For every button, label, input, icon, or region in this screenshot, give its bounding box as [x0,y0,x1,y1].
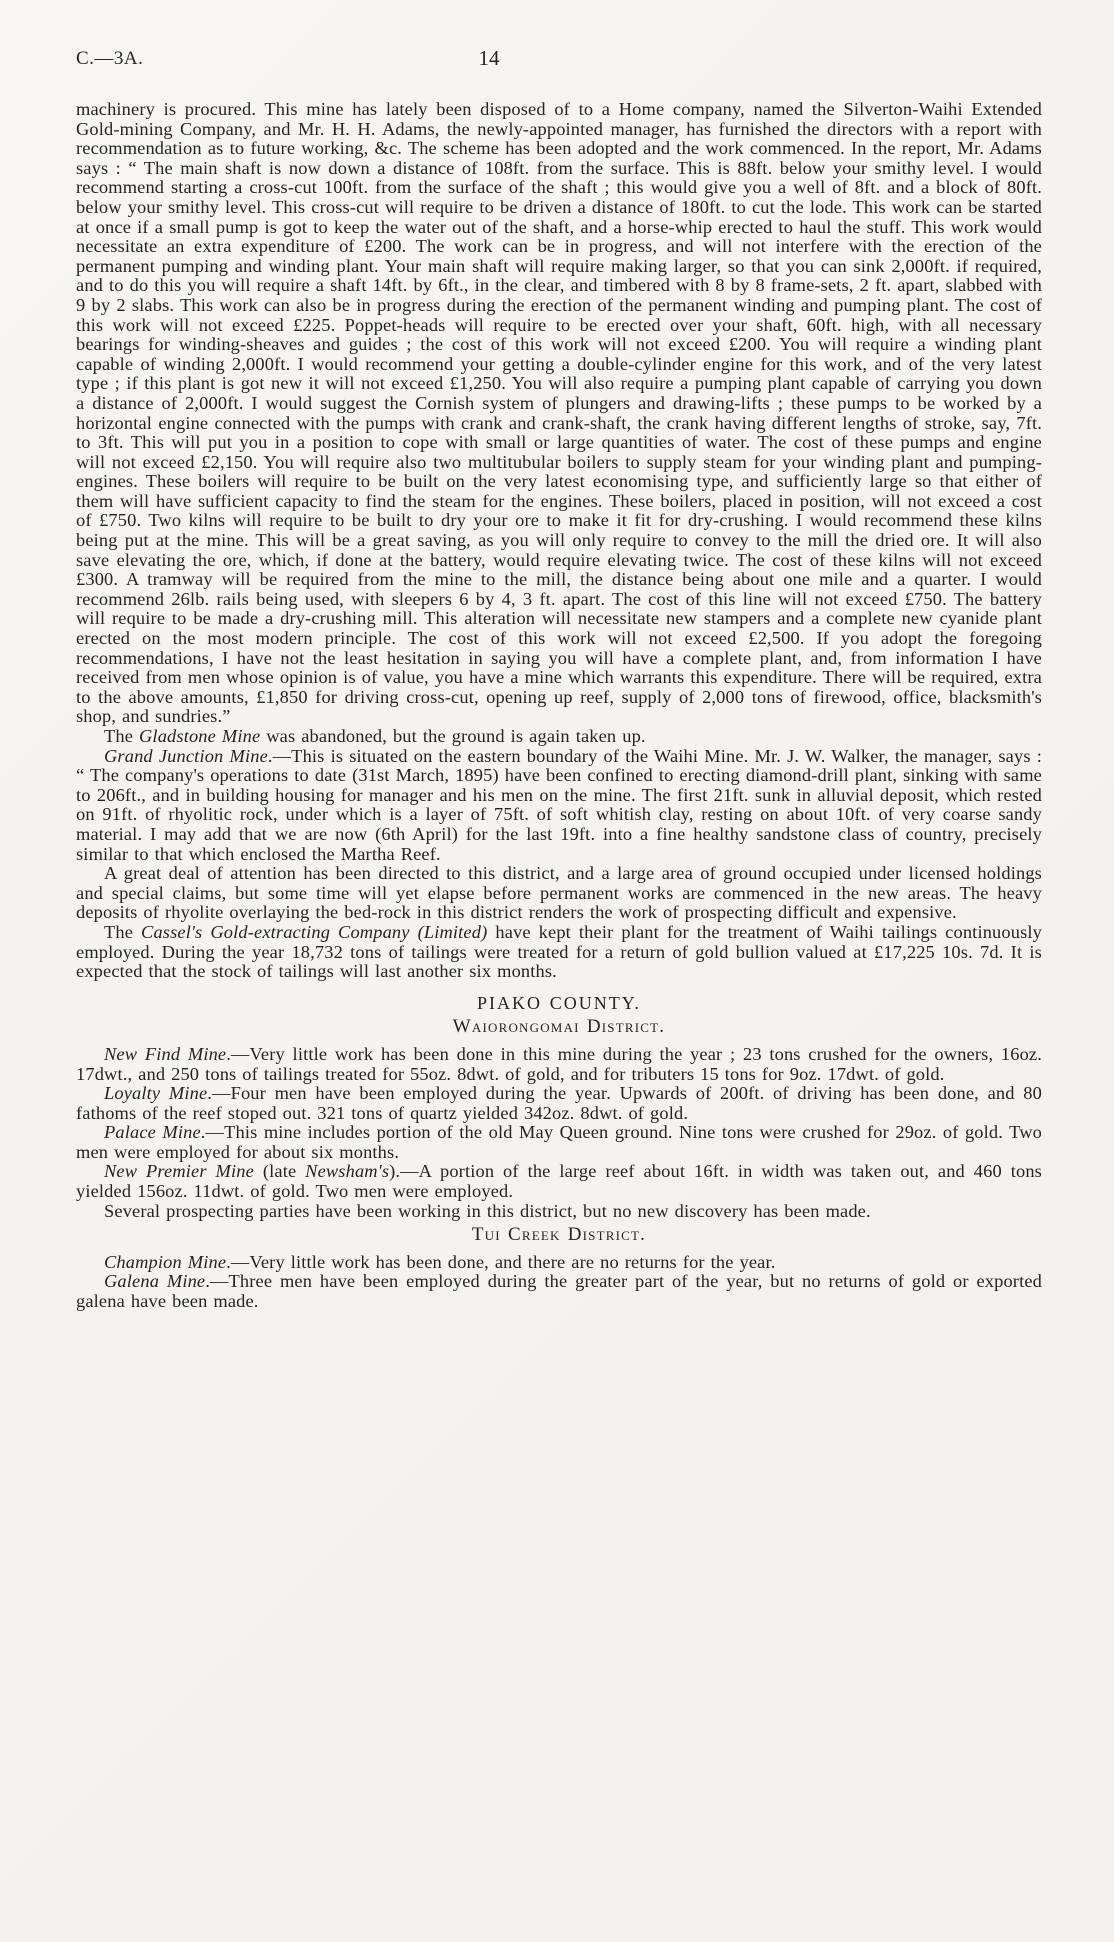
paragraph-prospecting-parties [76,1202,1042,1222]
text-segment: .—Three men have been employed during the greater part of the year, but no returns of gold or exported galena have been made. [76,1271,1043,1312]
paragraph-champion-mine [76,1253,1042,1273]
text-segment: .—Very little work has been done in this mine during the year ; 23 tons crushed for the owners, 16oz. 17dwt., and 250 tons of tailings treated for 55oz. 8dwt. of gold, and for tributers 15 tons for 9oz. 17dwt. of gold. [76,1043,1042,1084]
text-segment: .—This mine includes portion of the old May Queen ground. Nine tons were crushed for 29oz. of gold. Two men were employed for about six months. [76,1122,1042,1162]
paragraph-silverton-waihi-report [76,100,1042,727]
paragraph-gladstone-mine [76,727,1042,747]
text-segment: have kept their plant for the treatment of Waihi tailings continuously employed. During the year 18,732 tons of tailings were treated for a return of gold bullion valued at £17,225 10s. 7d. It is expected that the stock of tailings will last another six months. [76,921,1042,982]
paragraph-loyalty-mine [76,1084,1042,1123]
mine-name-italic: Champion Mine [104,1251,227,1272]
paragraph-new-premier-mine [76,1162,1042,1201]
text-segment: Several prospecting parties have been working in this district, but no new discovery has been made. [104,1200,871,1221]
text-segment: The [104,726,139,746]
mine-name-italic: Loyalty Mine [104,1083,208,1104]
mine-name-italic: New Premier Mine [104,1161,254,1182]
mine-name-italic: New Find Mine [104,1043,227,1064]
mine-name-italic: Cassel's Gold-extracting Company (Limited) [141,921,488,942]
paragraph-cassels-company [76,923,1042,982]
text-segment: .—Very little work has been done, and there are no returns for the year. [226,1251,776,1272]
paragraph-grand-junction-mine [76,747,1042,865]
paragraph-galena-mine [76,1272,1042,1311]
text-segment: .—This is situated on the eastern boundary of the Waihi Mine. Mr. J. W. Walker, the manager, says : “ The company's operations to date (31st March, 1895) have been confined to erecting diamond-drill plant, sinking with same to 206ft., and in building housing for manager and his men on the mine. The first 21ft. sunk in alluvial deposit, which rested on 91ft. of rhyolitic rock, under which is a layer of 75ft. of soft whitish clay, resting on about 10ft. of very coarse sandy material. I may add that we are now (6th April) for the last 19ft. into a fine healthy sandstone class of country, precisely similar to that which enclosed the Martha Reef. [76,745,1042,864]
mine-name-italic: Grand Junction Mine [104,745,268,766]
mine-name-italic: Palace Mine [104,1122,201,1143]
page-header [76,46,1042,76]
paragraph-district-attention [76,864,1042,923]
document-body [76,100,1042,1312]
text-segment: A great deal of attention has been directed to this district, and a large area of ground occupied under licensed holdings and special claims, but some time will yet elapse before permanent works are commenced in the new areas. The heavy deposits of rhyolite overlaying the bed-rock in this district renders the work of prospecting difficult and expensive. [76,863,1042,923]
paragraph-new-find-mine [76,1045,1042,1084]
paragraph-palace-mine [76,1123,1042,1162]
text-segment: machinery is procured. This mine has lately been disposed of to a Home company, named the Silverton-Waihi Extended Gold-mining Company, and Mr. H. H. Adams, the newly-appointed manager, has furnished the directors with a report with recommendation as to future working, &c. The scheme has been adopted and the work commenced. In the report, Mr. Adams says : “ The main shaft is now down a distance of 108ft. from the surface. This is 88ft. below your smithy level. I would recommend starting a cross-cut 100ft. from the surface of the shaft ; this would give you a well of 8ft. and a block of 80ft. below your smithy level. This cross-cut will require to be driven a distance of 180ft. to cut the lode. This work can be started at once if a small pump is got to keep the water out of the shaft, and a horse-whip erected to haul the stuff. This work would necessitate an extra expenditure of £200. The work can be in progress, and will not interfere with the erection of the permanent pumping and winding plant. Your main shaft will require making larger, so that you can sink 2,000ft. if required, and to do this you will require a shaft 14ft. by 6ft., in the clear, and timbered with 8 by 8 frame-sets, 2 ft. apart, slabbed with 9 by 2 slabs. This work can also be in progress during the erection of the permanent winding and pumping plant. The cost of this work will not exceed £225. Poppet-heads will require to be erected over your shaft, 60ft. high, with all necessary bearings for winding-sheaves and guides ; the cost of this work will not exceed £200. You will require a winding plant capable of winding 2,000ft. I would recommend your getting a double-cylinder engine for this work, and of the very latest type ; if this plant is got new it will not exceed £1,250. You will also require a pumping plant capable of carrying you down a distance of 2,000ft. I would suggest the Cornish system of plungers and drawing-lifts ; these pumps to be worked by a horizontal engine connected with the pumps with crank and crank-shaft, the crank having different lengths of stroke, say, 7ft. to 3ft. This will put you in a position to cope with small or large quantities of water. The cost of these pumps and engine will not exceed £2,150. You will require also two multitubular boilers to supply steam for your winding plant and pumping-engines. These boilers will require to be built on the very latest economising type, and sufficiently large so that either of them will have sufficient capacity to find the steam for the engines. These boilers, placed in position, will not exceed a cost of £750. Two kilns will require to be built to dry your ore to make it fit for dry-crushing. I would recommend these kilns being put at the mine. This will be a great saving, as you will only require to convey to the mill the dried ore. It will also save elevating the ore, which, if done at the battery, would require elevating twice. The cost of these kilns will not exceed £300. A tramway will be required from the mine to the mill, the distance being about one mile and a quarter. I would recommend 26lb. rails being used, with sleepers 6 by 4, 3 ft. apart. The cost of this line will not exceed £750. The battery will require to be made a dry-crushing mill. This alteration will necessitate new stampers and a complete new cyanide plant erected on the most modern principle. The cost of this work will not exceed £2,500. If you adopt the foregoing recommendations, I have not the least hesitation in saying you will have a complete plant, and, from information I have received from men whose opinion is of value, you have a mine which warrants this expenditure. There will be required, extra to the above amounts, £1,850 for driving cross-cut, opening up reef, supply of 2,000 tons of firewood, office, blacksmith's shop, and sundries.” [76,99,1042,727]
text-segment: ).—A portion of the large reef about 16ft. in width was taken out, and 460 tons yielded 156oz. 11dwt. of gold. Two men were employed. [76,1161,1042,1202]
page-number: 14 [478,46,500,70]
text-segment: (late [253,1161,306,1182]
heading-tui-creek-district: Tui Creek District. [471,1224,647,1246]
document-reference: C.—3A. [76,48,144,69]
mine-name-italic: Galena Mine [104,1271,206,1292]
text-segment: .—Four men have been employed during the year. Upwards of 200ft. of driving has been done, and 80 fathoms of the reef stoped out. 321 tons of quartz yielded 342oz. 8dwt. of gold. [76,1083,1042,1123]
heading-waiorongomai-district: Waiorongomai District. [452,1016,666,1038]
mine-name-italic: Gladstone Mine [139,726,261,746]
mine-name-italic: Newsham's [305,1161,390,1182]
text-segment: was abandoned, but the ground is again taken up. [260,726,646,746]
text-segment: The [104,921,142,942]
heading-piako-county: PIAKO COUNTY. [477,992,641,1013]
